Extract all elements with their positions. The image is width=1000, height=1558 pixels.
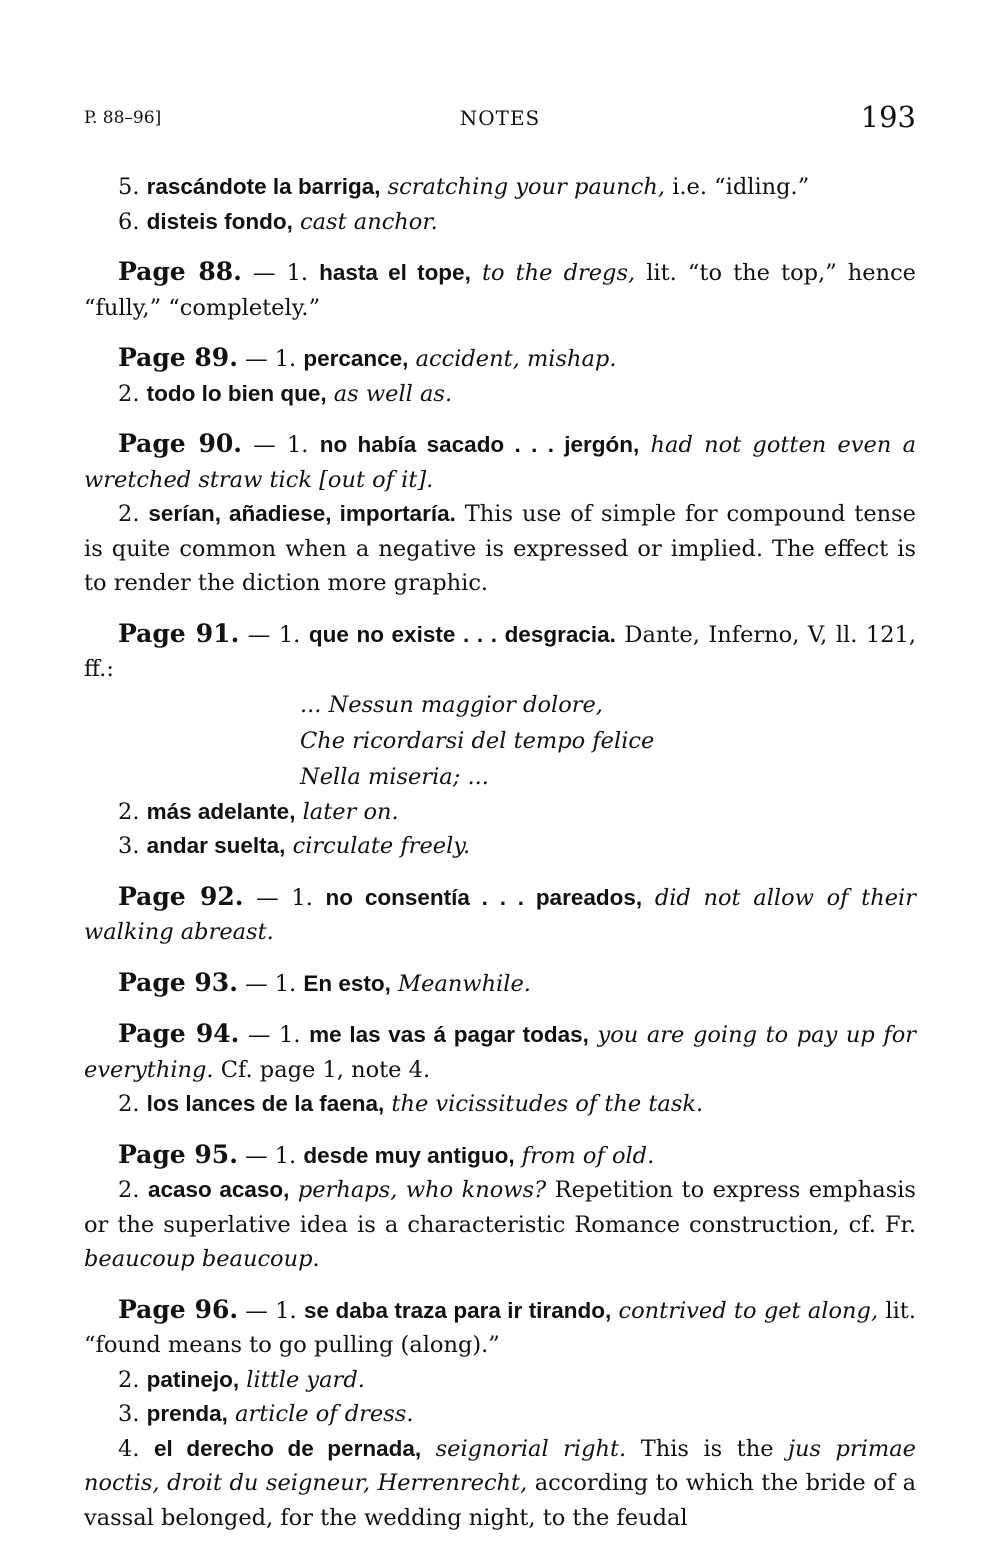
page-note-95: Page 95. — 1. desde muy antiguo, from of old. [118, 1139, 655, 1169]
note-entry: 2. todo lo bien que, as well as. [118, 380, 453, 407]
verse-line: Che ricordarsi del tempo felice [300, 727, 655, 754]
verse-line: Nella miseria; ... [300, 763, 489, 790]
note-entry: 2. acaso acaso, perhaps, who knows? Repetition to express emphasis or the superlative idea is a characteristic Romance construction, cf. Fr. beaucoup beaucoup. [84, 1177, 916, 1272]
note-entry: 2. patinejo, little yard. [118, 1366, 365, 1393]
page-note-96: Page 96. — 1. se daba traza para ir tirando, contrived to get along, lit. “found means to go pulling (along).” [84, 1294, 916, 1358]
page-note-91: Page 91. — 1. que no existe . . . desgracia. Dante, Inferno, V, ll. 121, ff.: [84, 618, 917, 682]
note-entry: 4. el derecho de pernada, seignorial right. This is the jus primae noctis, droit du seigneur, Herrenrecht, according to which the bride of a vassal belonged, for the wedding night, to the feudal [84, 1435, 917, 1531]
note-entry: 2. serían, añadiese, importaría. This use of simple for compound tense is quite common when a negative is expressed or implied. The effect is to render the diction more graphic. [84, 501, 916, 596]
running-header [84, 100, 916, 140]
verse-quotation [300, 687, 916, 795]
page-number: 193 [860, 100, 916, 134]
note-entry: 3. andar suelta, circulate freely. [118, 833, 471, 859]
page-note-90: Page 90. — 1. no había sacado . . . jergón, had not gotten even a wretched straw tick [out of it]. [84, 429, 916, 493]
verse-line: ... Nessun maggior dolore, [300, 691, 603, 718]
notes-body [84, 170, 916, 1535]
page-note-88: Page 88. — 1. hasta el tope, to the dregs, lit. “to the top,” hence “fully,” “completely.” [84, 257, 917, 321]
page-note-89: Page 89. — 1. percance, accident, mishap. [118, 343, 617, 372]
page-note-92: Page 92. — 1. no consentía . . . pareados, did not allow of their walking abreast. [84, 881, 916, 945]
page-note-94: Page 94. — 1. me las vas á pagar todas, you are going to pay up for everything. Cf. page 1, note 4. [84, 1019, 917, 1083]
page-note-93: Page 93. — 1. En esto, Meanwhile. [118, 967, 531, 997]
page-range: P. 88–96] [84, 108, 162, 128]
note-entry: 5. rascándote la barriga, scratching your paunch, i.e. “idling.” [118, 174, 810, 200]
header-title: NOTES [459, 106, 541, 130]
note-entry: 6. disteis fondo, cast anchor. [118, 208, 438, 235]
note-entry: 2. más adelante, later on. [118, 798, 399, 825]
note-entry: 2. los lances de la faena, the vicissitudes of the task. [118, 1091, 704, 1117]
note-entry: 3. prenda, article of dress. [118, 1401, 414, 1427]
